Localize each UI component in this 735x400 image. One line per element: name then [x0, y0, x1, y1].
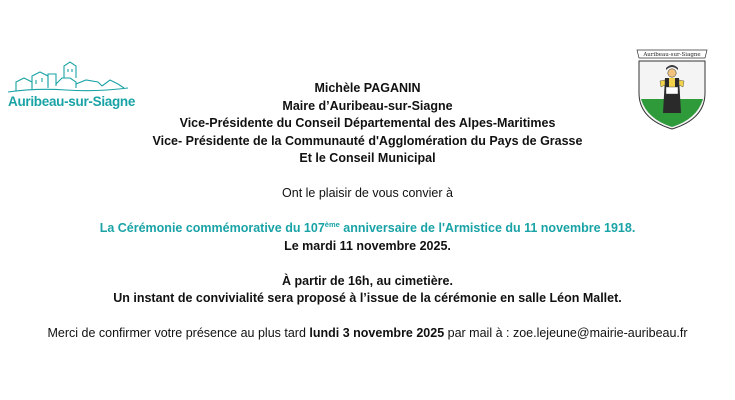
ceremony-title-after: anniversaire de l'Armistice du 11 novembre 1918. — [339, 221, 636, 235]
mayor-title: Maire d’Auribeau-sur-Siagne — [282, 98, 453, 113]
agglomeration-title: Vice- Présidente de la Communauté d'Agglomération du Pays de Grasse — [152, 133, 583, 148]
rsvp-before: Merci de confirmer votre présence au plus tard — [47, 326, 310, 340]
municipal-council-line: Et le Conseil Municipal — [299, 151, 436, 165]
intro-text: Ont le plaisir de vous convier à — [282, 186, 453, 200]
ceremony-date: Le mardi 11 novembre 2025. — [284, 238, 451, 253]
invitation-body — [0, 80, 735, 343]
rsvp-line — [0, 325, 735, 343]
ceremony-place: À partir de 16h, au cimetière. — [282, 273, 453, 288]
rsvp-deadline: lundi 3 novembre 2025 — [309, 326, 445, 340]
reception-info: Un instant de convivialité sera proposé à l’issue de la cérémonie en salle Léon Mallet. — [113, 291, 622, 305]
rsvp-after: par mail à : zoe.lejeune@mairie-auribeau.fr — [444, 326, 688, 340]
mayor-name: Michèle PAGANIN — [314, 81, 421, 95]
council-title: Vice-Présidente du Conseil Départemental des Alpes-Maritimes — [179, 116, 556, 130]
ceremony-title-sup: ème — [324, 220, 340, 229]
town-wordmark: Auribeau-sur-Siagne — [8, 94, 136, 109]
ceremony-title-before: La Cérémonie commémorative du 107 — [99, 221, 325, 235]
ceremony-title — [0, 220, 735, 238]
crest-banner-text: Auribeau-sur-Siagne — [643, 52, 701, 58]
